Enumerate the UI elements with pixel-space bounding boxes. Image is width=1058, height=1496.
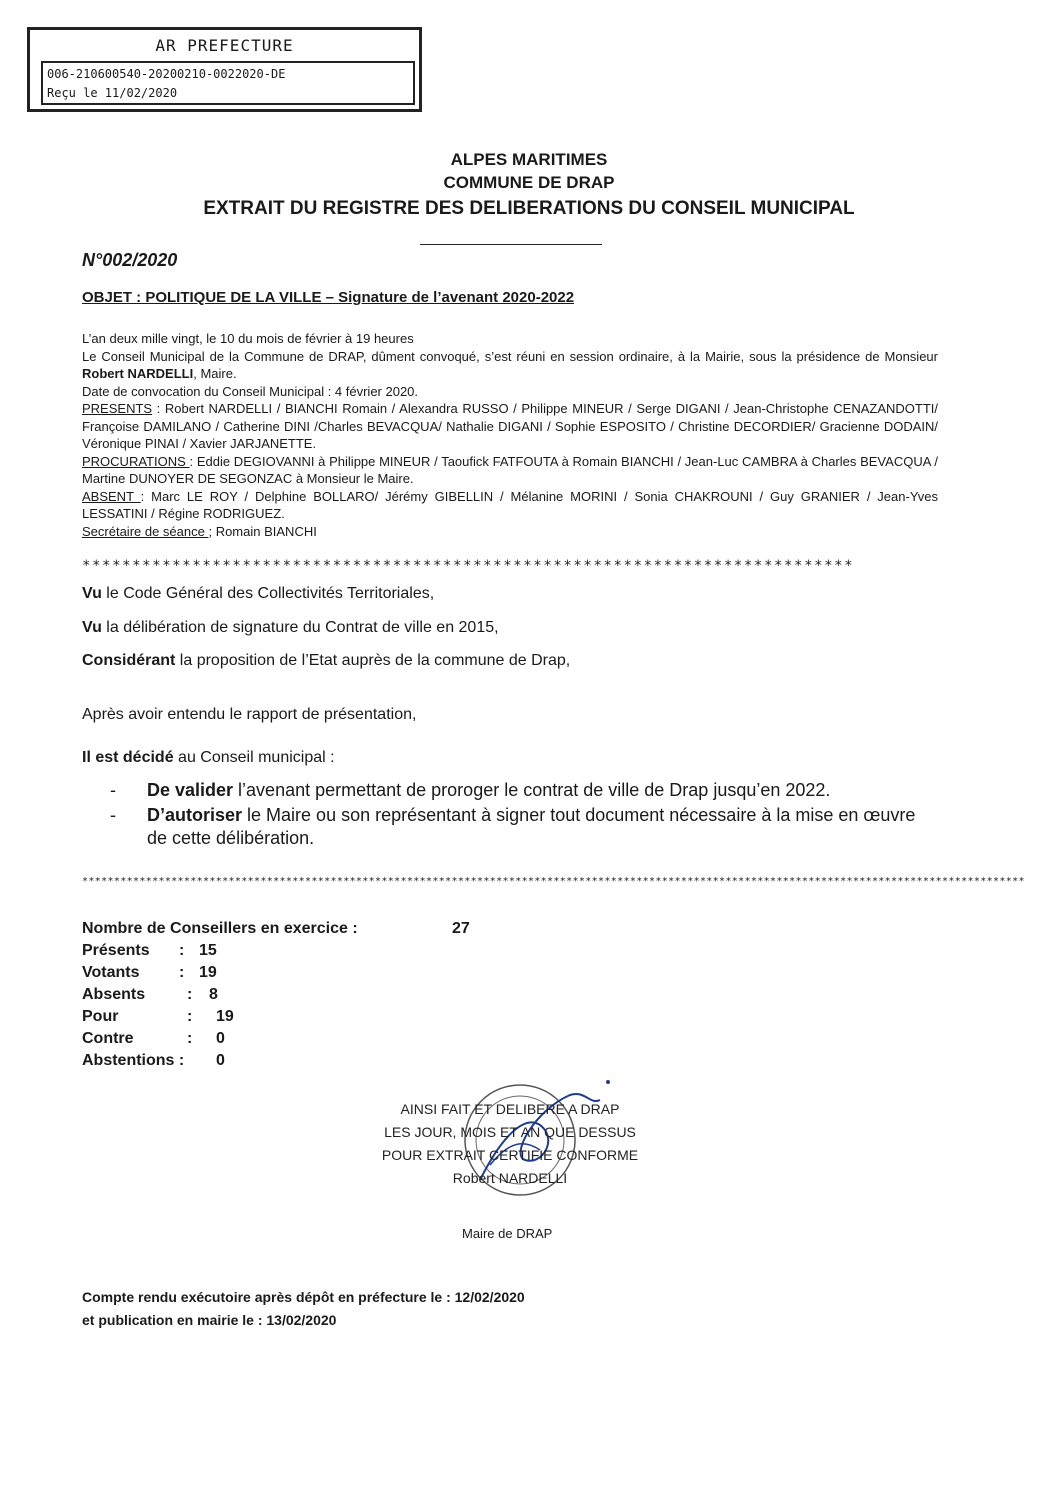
- decision-list: [110, 779, 940, 852]
- signature-line-2: LES JOUR, MOIS ET AN QUE DESSUS: [384, 1124, 636, 1140]
- decision-item: - D’autoriser le Maire ou son représentant à signer tout document nécessaire à la mise en œuvre de cette délibération.: [110, 805, 916, 848]
- footer-publication-date: et publication en mairie le : 13/02/2020: [82, 1312, 337, 1328]
- presents-label: PRESENTS: [82, 401, 153, 416]
- presents-list: PRESENTS : Robert NARDELLI / BIANCHI Romain / Alexandra RUSSO / Philippe MINEUR / Serge DIGANI / Jean-Christophe CENAZANDOTTI/ Françoise DAMILANO / Catherine DINI /Charles BEVACQUA/ Nathalie DIGANI / Sophie ESPOSITO / Christine DECORDIER/ Gracienne DODAIN/ Véronique PINAI / Xavier JARJANETTE.: [82, 401, 938, 451]
- header-title: EXTRAIT DU REGISTRE DES DELIBERATIONS DU CONSEIL MUNICIPAL: [203, 198, 855, 219]
- footer: [82, 1286, 525, 1332]
- preamble-date: L’an deux mille vingt, le 10 du mois de février à 19 heures: [82, 331, 414, 346]
- rapport-line: Après avoir entendu le rapport de présentation,: [82, 706, 417, 723]
- decide-line: Il est décidé au Conseil municipal :: [82, 749, 335, 766]
- absent-label: ABSENT: [82, 488, 141, 504]
- header-department: ALPES MARITIMES: [450, 150, 608, 169]
- header-commune: COMMUNE DE DRAP: [443, 173, 615, 192]
- header-divider: [420, 244, 602, 245]
- preamble-session: Le Conseil Municipal de la Commune de DRAP, dûment convoqué, s’est réuni en session ordinaire, à la Mairie, sous la présidence de Monsieur Robert NARDELLI, Maire.: [82, 348, 938, 381]
- stamp-title: AR PREFECTURE: [155, 36, 294, 55]
- signature-line-1: AINSI FAIT ET DELIBERE A DRAP: [400, 1101, 620, 1117]
- signature-block: [340, 1098, 680, 1190]
- preamble-convocation: Date de convocation du Conseil Municipal : 4 février 2020.: [82, 383, 419, 399]
- vu-line-1: Vu le Code Général des Collectivités Territoriales,: [82, 585, 435, 602]
- ar-prefecture-stamp: [27, 27, 422, 112]
- decision-item: - De valider l’avenant permettant de proroger le contrat de ville de Drap jusqu’en 2022.: [110, 780, 831, 800]
- star-separator: ****************************************************************************************************************************************************: [82, 876, 1025, 887]
- vu-line-2: Vu la délibération de signature du Contrat de ville en 2015,: [82, 619, 499, 636]
- mayor-name: Robert NARDELLI: [82, 366, 194, 381]
- star-separator: *****************************************************************************: [82, 558, 855, 574]
- signatory-title: Maire de DRAP: [462, 1226, 553, 1241]
- deliberation-subject: OBJET : POLITIQUE DE LA VILLE – Signature de l’avenant 2020-2022: [82, 289, 575, 306]
- deliberation-number: N°002/2020: [82, 250, 178, 270]
- stamp-reference-box: [41, 61, 415, 105]
- secretaire-line: Secrétaire de séance ; Romain BIANCHI: [82, 523, 317, 539]
- stamp-received-date: Reçu le 11/02/2020: [47, 86, 178, 100]
- stamp-reference: 006-210600540-20200210-0022020-DE: [47, 67, 286, 81]
- signatory-name: Robert NARDELLI: [452, 1170, 568, 1186]
- procurations-list: PROCURATIONS : Eddie DEGIOVANNI à Philippe MINEUR / Taoufick FATFOUTA à Romain BIANCHI / Jean-Luc CAMBRA à Charles BEVACQUA / Martine DUNOYER DE SEGONZAC à Monsieur le Maire.: [82, 453, 938, 486]
- footer-prefecture-date: Compte rendu exécutoire après dépôt en préfecture le : 12/02/2020: [82, 1289, 525, 1305]
- preamble: [82, 330, 938, 540]
- considerant-line: Considérant la proposition de l’Etat auprès de la commune de Drap,: [82, 652, 571, 669]
- secretaire-label: Secrétaire de séance: [82, 523, 209, 539]
- procurations-label: PROCURATIONS: [82, 453, 190, 469]
- signature-line-3: POUR EXTRAIT CERTIFIE CONFORME: [381, 1147, 639, 1163]
- absent-list: ABSENT : Marc LE ROY / Delphine BOLLARO/ Jérémy GIBELLIN / Mélanine MORINI / Sonia CHAKROUNI / Guy GRANIER / Jean-Yves LESSATINI / Régine RODRIGUEZ.: [82, 488, 939, 521]
